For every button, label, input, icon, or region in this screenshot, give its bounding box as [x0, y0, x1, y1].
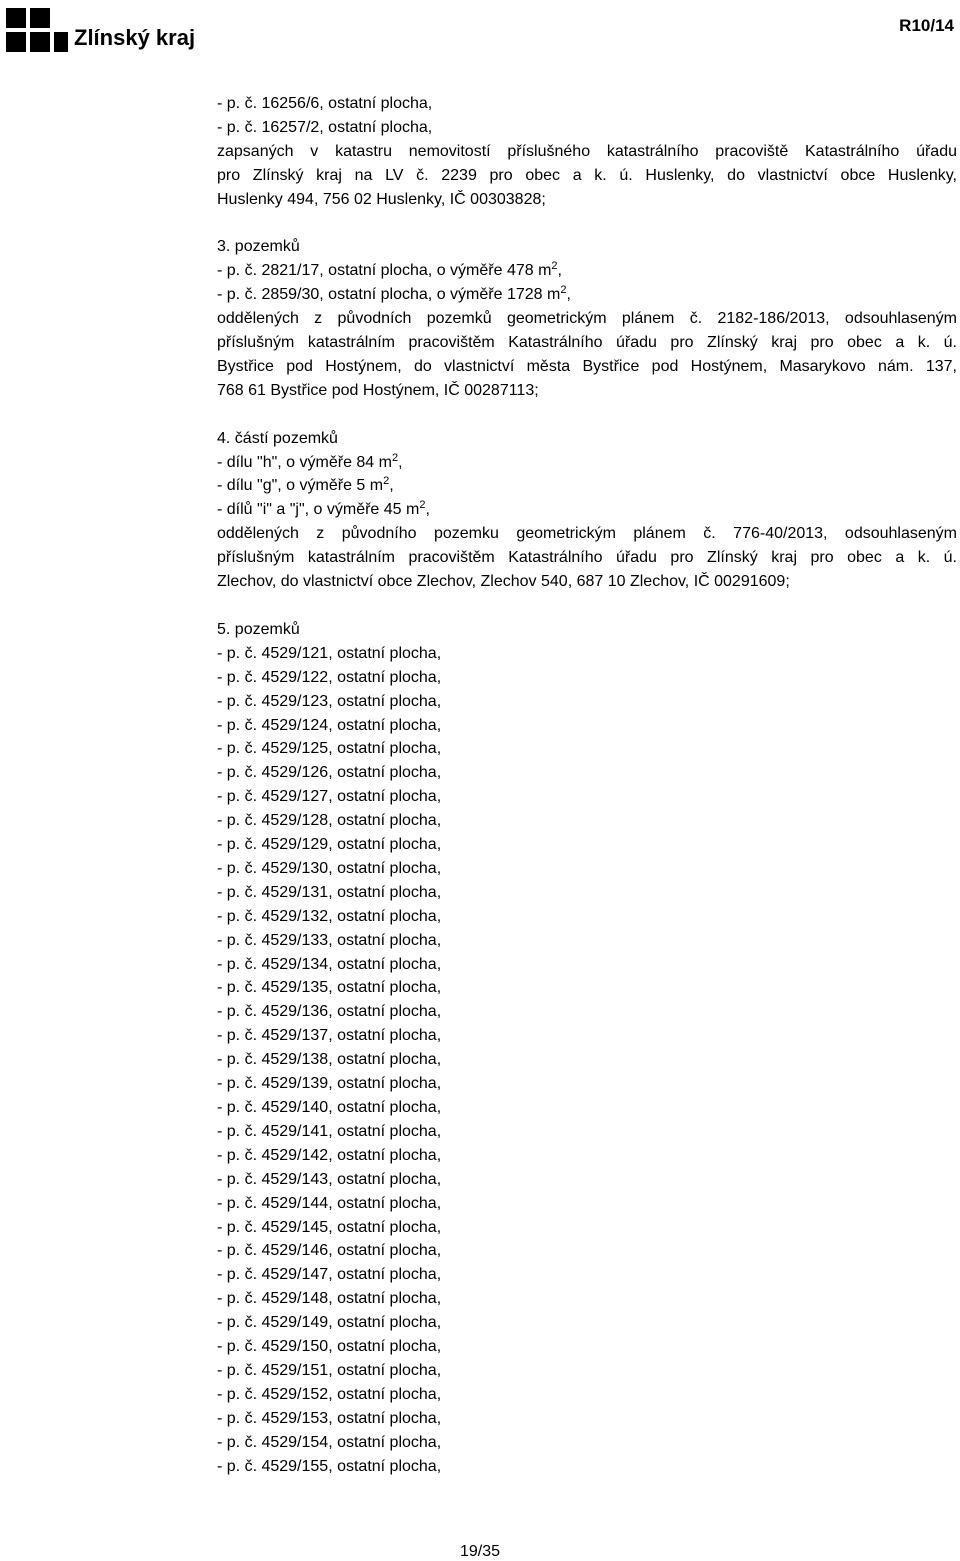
logo-text: Zlínský kraj	[74, 25, 196, 50]
list-item: - p. č. 4529/139, ostatní plocha,	[217, 1075, 442, 1093]
list-item: - p. č. 4529/153, ostatní plocha,	[217, 1409, 442, 1427]
list-item: - p. č. 4529/129, ostatní plocha,	[217, 836, 442, 854]
list-item: - p. č. 4529/137, ostatní plocha,	[217, 1027, 442, 1045]
list-item: - p. č. 4529/140, ostatní plocha,	[217, 1099, 442, 1117]
list-item: - p. č. 4529/147, ostatní plocha,	[217, 1266, 442, 1284]
list-item: - p. č. 4529/135, ostatní plocha,	[217, 979, 442, 997]
list-item: - p. č. 16256/6, ostatní plocha,	[217, 95, 433, 112]
list-item: - p. č. 4529/150, ostatní plocha,	[217, 1338, 442, 1356]
document-code: R10/14	[899, 16, 954, 35]
page-number: 19/35	[459, 1543, 501, 1560]
list-item: - p. č. 4529/141, ostatní plocha,	[217, 1122, 442, 1140]
list-item: - p. č. 4529/152, ostatní plocha,	[217, 1385, 442, 1403]
list-item: - p. č. 4529/144, ostatní plocha,	[217, 1194, 442, 1212]
list-item: - p. č. 4529/146, ostatní plocha,	[217, 1242, 442, 1260]
paragraph-line: oddělených z původního pozemku geometrickým plánem č. 776-40/2013, odsouhlaseným	[217, 525, 957, 543]
list-item: - p. č. 4529/131, ostatní plocha,	[217, 883, 442, 901]
list-item: - dílu "g", o výměře 5 $m^2$,	[217, 475, 394, 495]
zlinsky-kraj-logo-mark-icon	[6, 8, 54, 52]
list-item: - p. č. 4529/125, ostatní plocha,	[217, 740, 442, 758]
list-item: - p. č. 4529/149, ostatní plocha,	[217, 1314, 442, 1332]
list-item: - p. č. 4529/128, ostatní plocha,	[217, 812, 442, 830]
paragraph-line: příslušným katastrálním pracovištěm Katastrálního úřadu pro Zlínský kraj pro obec a k. ú.	[217, 549, 957, 567]
list-item: - p. č. 4529/148, ostatní plocha,	[217, 1290, 442, 1308]
paragraph-line: 768 61 Bystřice pod Hostýnem, IČ 00287113;	[217, 381, 539, 399]
list-item: - p. č. 4529/134, ostatní plocha,	[217, 955, 442, 973]
list-item: - p. č. 4529/151, ostatní plocha,	[217, 1361, 442, 1379]
list-item: - p. č. 4529/154, ostatní plocha,	[217, 1433, 442, 1451]
section-heading: 5. pozemků	[217, 620, 300, 638]
paragraph-line: Zlechov, do vlastnictví obce Zlechov, Zlechov 540, 687 10 Zlechov, IČ 00291609;	[217, 573, 790, 591]
paragraph-line: příslušným katastrálním pracovištěm Katastrálního úřadu pro Zlínský kraj pro obec a k. ú.	[217, 334, 957, 352]
list-item: - dílů "i" a "j", o výměře 45 $m^2$,	[217, 499, 430, 519]
list-item: - dílu "h", o výměře 84 $m^2$,	[217, 451, 403, 471]
list-item: - p. č. 4529/133, ostatní plocha,	[217, 931, 442, 949]
paragraph-line: pro Zlínský kraj na LV č. 2239 pro obec a k. ú. Huslenky, do vlastnictví obce Huslenky,	[217, 166, 957, 184]
list-item: - p. č. 4529/123, ostatní plocha,	[217, 692, 442, 710]
list-item: - p. č. 2821/17, ostatní plocha, o výměře 478 $m^2$,	[217, 260, 562, 280]
list-item: - p. č. 4529/122, ostatní plocha,	[217, 668, 442, 686]
list-item: - p. č. 4529/138, ostatní plocha,	[217, 1051, 442, 1069]
list-item: - p. č. 4529/142, ostatní plocha,	[217, 1146, 442, 1164]
list-item: - p. č. 4529/127, ostatní plocha,	[217, 788, 442, 806]
list-item: - p. č. 16257/2, ostatní plocha,	[217, 118, 433, 136]
section-heading: 3. pozemků	[217, 238, 300, 256]
list-item: - p. č. 4529/132, ostatní plocha,	[217, 907, 442, 925]
parcel-list	[217, 642, 957, 1479]
list-item: - p. č. 4529/126, ostatní plocha,	[217, 764, 442, 782]
list-item: - p. č. 4529/155, ostatní plocha,	[217, 1457, 442, 1475]
list-item: - p. č. 4529/130, ostatní plocha,	[217, 859, 442, 877]
list-item: - p. č. 2859/30, ostatní plocha, o výměře 1728 $m^2$,	[217, 284, 571, 304]
paragraph-line: oddělených z původních pozemků geometrickým plánem č. 2182-186/2013, odsouhlaseným	[217, 310, 957, 328]
paragraph-line: Bystřice pod Hostýnem, do vlastnictví města Bystřice pod Hostýnem, Masarykovo nám. 137,	[217, 357, 957, 375]
list-item: - p. č. 4529/136, ostatní plocha,	[217, 1003, 442, 1021]
list-item: - p. č. 4529/121, ostatní plocha,	[217, 644, 442, 662]
paragraph-line: Huslenky 494, 756 02 Huslenky, IČ 00303828;	[217, 190, 546, 208]
document-body	[217, 92, 957, 1479]
list-item: - p. č. 4529/143, ostatní plocha,	[217, 1170, 442, 1188]
section-heading: 4. částí pozemků	[217, 429, 338, 447]
list-item: - p. č. 4529/145, ostatní plocha,	[217, 1218, 442, 1236]
list-item: - p. č. 4529/124, ostatní plocha,	[217, 716, 442, 734]
paragraph-line: zapsaných v katastru nemovitostí příslušného katastrálního pracoviště Katastrálního úřadu	[217, 142, 957, 160]
